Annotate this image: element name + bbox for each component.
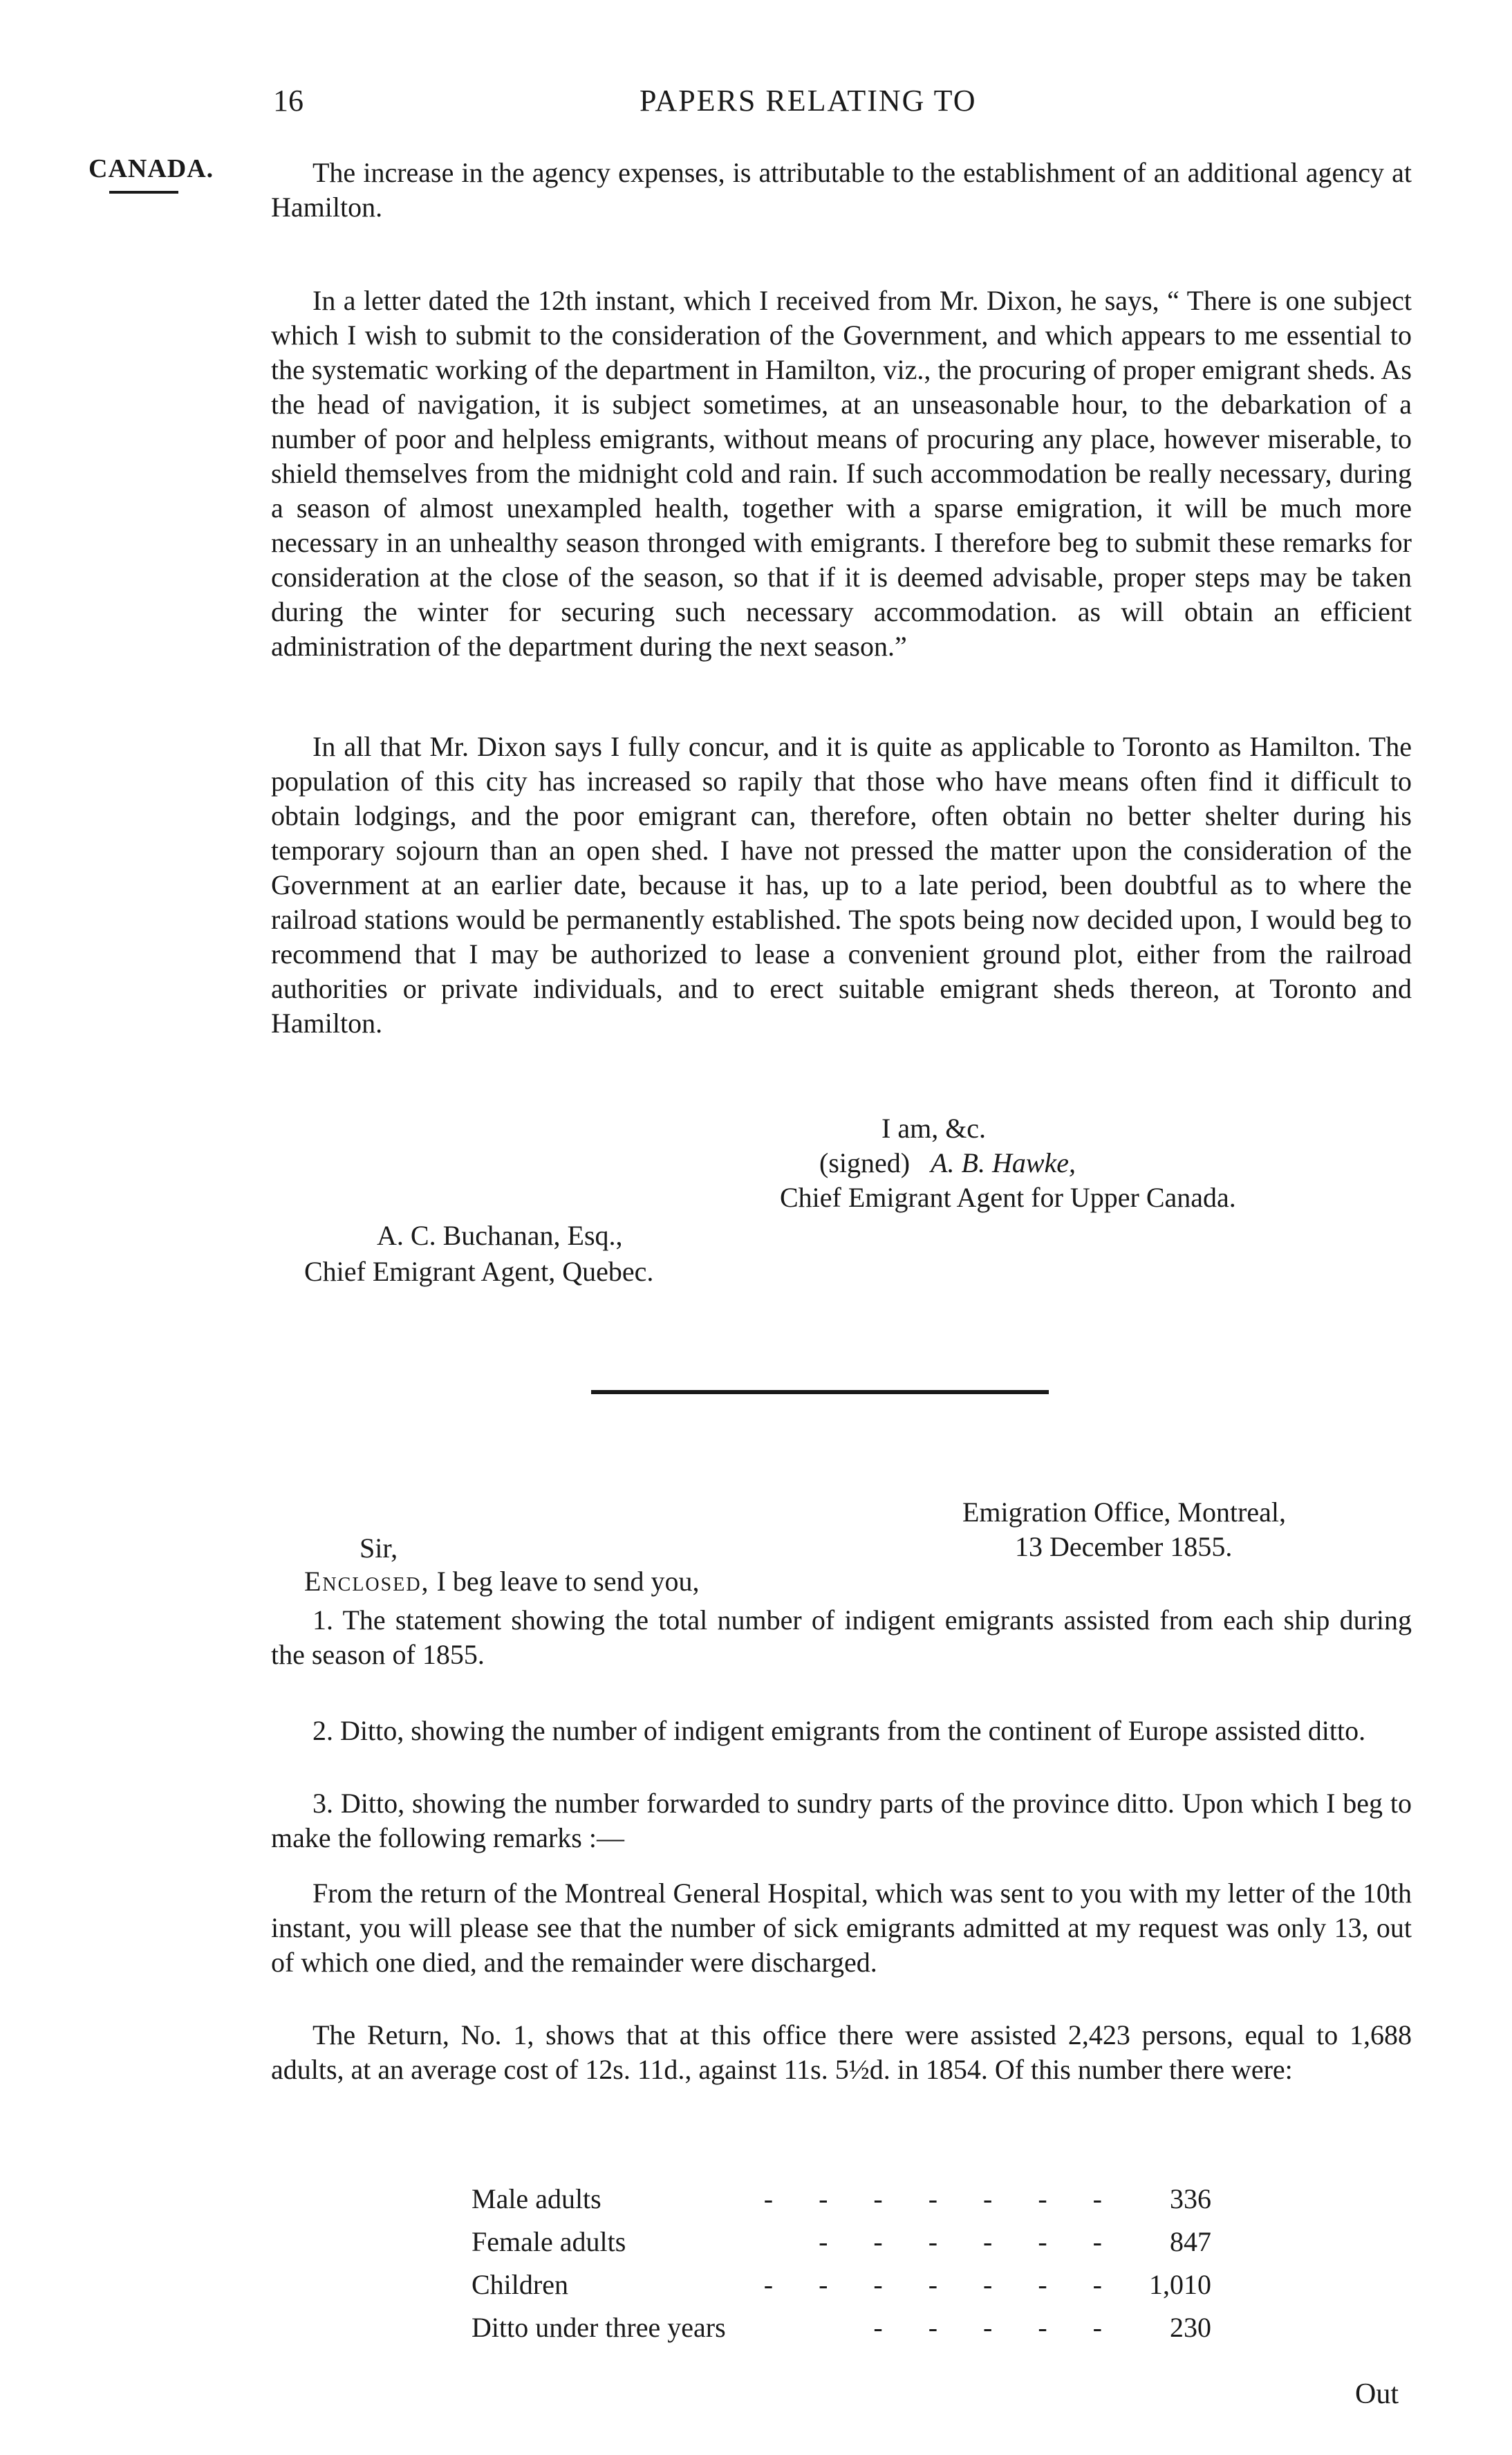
letter-office: Emigration Office, Montreal, — [962, 1497, 1287, 1528]
dot-leader: - - - - - — [873, 2311, 1121, 2343]
signer-title: Chief Emigrant Agent for Upper Canada. — [780, 1182, 1236, 1213]
enclosed-line — [304, 1565, 699, 1597]
paragraph-1: The increase in the agency expenses, is attributable to the establishment of an additional agency at Hamilton. — [271, 157, 1412, 223]
salutation: Sir, — [360, 1532, 398, 1564]
addressee-title: Chief Emigrant Agent, Quebec. — [304, 1256, 654, 1287]
paragraph-5: 2. Ditto, showing the number of indigent emigrants from the continent of Europe assisted ditto. — [312, 1715, 1366, 1746]
paragraph-7: From the return of the Montreal General Hospital, which was sent to you with my letter of the 10th instant, you will please see that the number of sick emigrants admitted at my request was only 13, out of which one died, and the remainder were discharged. — [271, 1878, 1412, 1978]
row-label: Female adults — [472, 2225, 626, 2257]
row-label: Ditto under three years — [472, 2311, 726, 2343]
running-head: PAPERS RELATING TO — [640, 84, 977, 118]
row-value: 847 — [1170, 2225, 1211, 2257]
row-value: 336 — [1170, 2183, 1211, 2214]
emigrant-table — [472, 2177, 1211, 2349]
table-row — [472, 2306, 1211, 2349]
paragraph-2: In a letter dated the 12th instant, which I received from Mr. Dixon, he says, “ There is one subject which I wish to submit to the consideration of the Government, and which appears to me essential to the systematic working of the department in Hamilton, viz., the procuring of proper emigrant sheds. As the head of navigation, it is subject sometimes, at an unseasonable hour, to the debarkation of a number of poor and helpless emigrants, without means of procuring any place, however miserable, to shield themselves from the midnight cold and rain. If such accommodation be really necessary, during a season of almost unexampled health, together with a sparse emigration, it will be much more necessary in an unhealthy season thronged with emigrants. I therefore beg to submit these remarks for consideration at the close of the season, so that if it is deemed advisable, proper steps may be taken during the winter for securing such necessary accommodation. as will obtain an efficient administration of the department during the next season.” — [271, 285, 1412, 662]
signature-line — [819, 1147, 1076, 1179]
closing: I am, &c. — [881, 1113, 987, 1144]
signature: A. B. Hawke, — [931, 1147, 1076, 1178]
signed-label: (signed) — [819, 1147, 911, 1178]
paragraph-6: 3. Ditto, showing the number forwarded to sundry parts of the province ditto. Upon which I beg to make the following remarks :— — [271, 1788, 1412, 1853]
row-label: Male adults — [472, 2183, 601, 2214]
enclosed-rest: I beg leave to send you, — [436, 1566, 700, 1597]
catchword: Out — [1355, 2378, 1399, 2410]
row-value: 230 — [1170, 2311, 1211, 2343]
enclosed-word: Enclosed, — [304, 1566, 430, 1597]
paragraph-4: 1. The statement showing the total number of indigent emigrants assisted from each ship during the season of 1855. — [271, 1604, 1412, 1670]
paragraph-8: The Return, No. 1, shows that at this office there were assisted 2,423 persons, equal to 1,688 adults, at an average cost of 12s. 11d., against 11s. 5½d. in 1854. Of this number there were: — [271, 2019, 1412, 2085]
dot-leader: - - - - - - - — [763, 2268, 1121, 2300]
paragraph-3: In all that Mr. Dixon says I fully concur, and it is quite as applicable to Toronto as Hamilton. The population of this city has increased so rapily that those who have means often find it difficult to obtain lodgings, and the poor emigrant can, therefore, often obtain no better shelter during his temporary sojourn than an open shed. I have not pressed the matter upon the consideration of the Government at an earlier date, because it has, up to a late period, been doubtful as to where the railroad stations would be permanently established. The spots being now decided upon, I would beg to recommend that I may be authorized to lease a convenient ground plot, either from the railroad authorities or private individuals, and to erect suitable emigrant sheds thereon, at Toronto and Hamilton. — [271, 731, 1412, 1039]
page-number: 16 — [273, 84, 304, 118]
row-value: 1,010 — [1149, 2268, 1211, 2300]
margin-rule — [109, 191, 178, 194]
letter-date: 13 December 1855. — [1015, 1531, 1233, 1562]
table-row — [472, 2263, 1211, 2306]
dot-leader: - - - - - - — [819, 2225, 1121, 2257]
table-row — [472, 2177, 1211, 2220]
table-row — [472, 2220, 1211, 2263]
addressee-name: A. C. Buchanan, Esq., — [377, 1220, 623, 1251]
dot-leader: - - - - - - - — [763, 2183, 1121, 2214]
margin-note: CANADA. — [88, 154, 214, 183]
section-divider — [591, 1390, 1049, 1394]
row-label: Children — [472, 2268, 568, 2300]
